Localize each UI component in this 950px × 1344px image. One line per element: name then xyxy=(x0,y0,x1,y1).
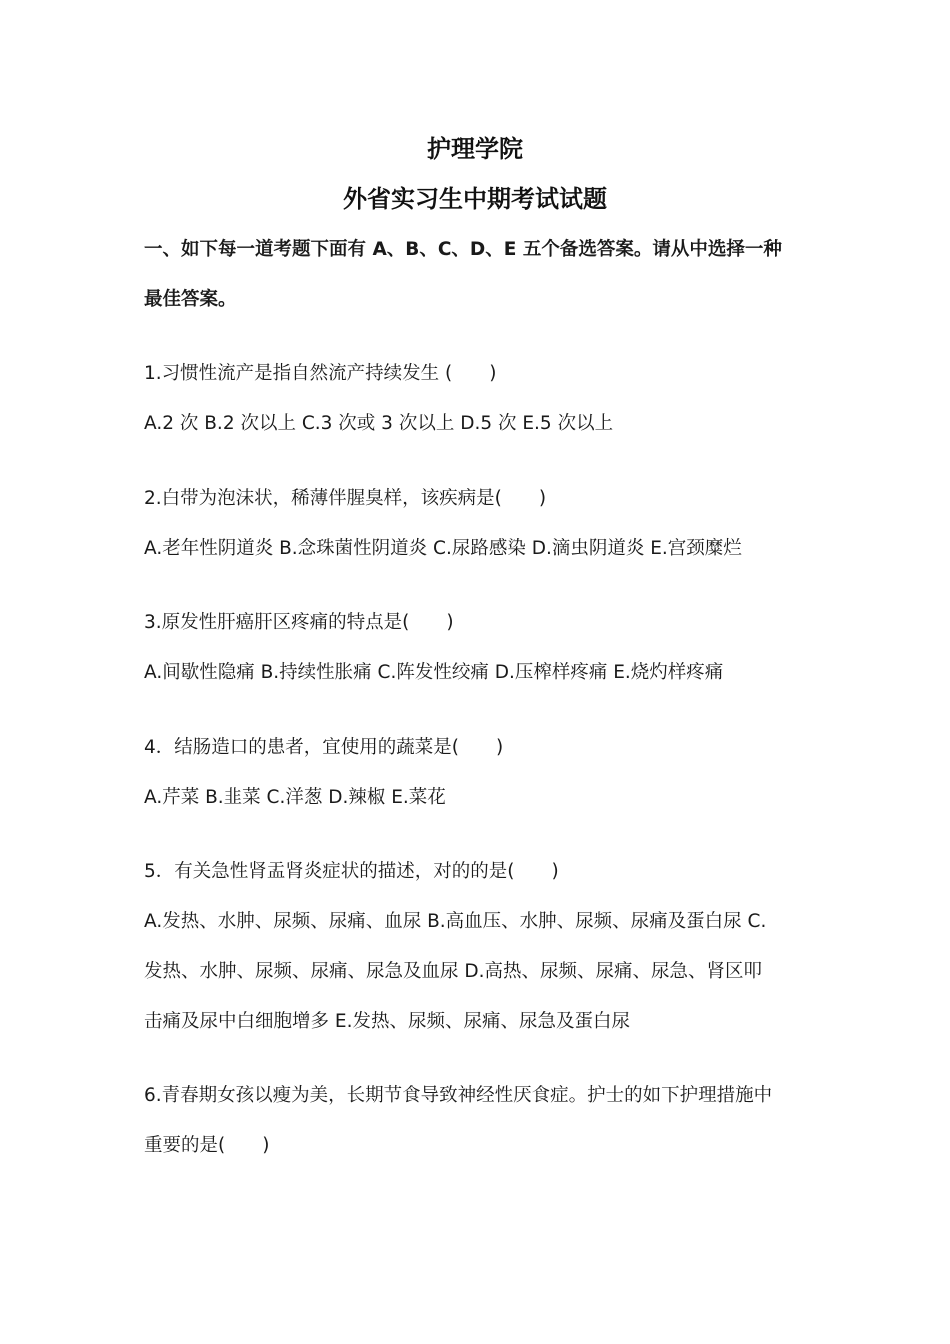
question-5-options-line-2: 发热、水肿、尿频、尿痛、尿急及血尿 D.高热、尿频、尿痛、尿急、肾区叩 xyxy=(144,961,763,982)
question-2-stem: 2.白带为泡沫状，稀薄伴腥臭样，该疾病是( ) xyxy=(144,488,547,509)
question-6-stem-line-1: 6.青春期女孩以瘦为美，长期节食导致神经性厌食症。护士的如下护理措施中 xyxy=(144,1085,773,1106)
question-5-options-line-1: A.发热、水肿、尿频、尿痛、血尿 B.高血压、水肿、尿频、尿痛及蛋白尿 C. xyxy=(144,911,767,932)
question-6-stem-line-2: 重要的是( ) xyxy=(144,1135,270,1156)
question-5-options-line-3: 击痛及尿中白细胞增多 E.发热、尿频、尿痛、尿急及蛋白尿 xyxy=(144,1011,630,1032)
question-3-stem: 3.原发性肝癌肝区疼痛的特点是( ) xyxy=(144,612,454,633)
page-subtitle: 外省实习生中期考试试题 xyxy=(343,185,607,213)
instructions-line-2: 最佳答案。 xyxy=(144,289,237,310)
question-4-stem: 4．结肠造口的患者，宜使用的蔬菜是( ) xyxy=(144,737,504,758)
question-5-stem: 5．有关急性肾盂肾炎症状的描述，对的的是( ) xyxy=(144,861,559,882)
question-1-stem: 1.习惯性流产是指自然流产持续发生 ( ) xyxy=(144,363,497,384)
page-title: 护理学院 xyxy=(427,135,523,163)
question-1-options: A.2 次 B.2 次以上 C.3 次或 3 次以上 D.5 次 E.5 次以上 xyxy=(144,413,614,434)
question-2-options: A.老年性阴道炎 B.念珠菌性阴道炎 C.尿路感染 D.滴虫阴道炎 E.宫颈糜烂 xyxy=(144,538,742,559)
instructions-line-1: 一、如下每一道考题下面有 A、B、C、D、E 五个备选答案。请从中选择一种 xyxy=(144,239,782,260)
question-3-options: A.间歇性隐痛 B.持续性胀痛 C.阵发性绞痛 D.压榨样疼痛 E.烧灼样疼痛 xyxy=(144,662,724,683)
question-4-options: A.芹菜 B.韭菜 C.洋葱 D.辣椒 E.菜花 xyxy=(144,787,446,808)
